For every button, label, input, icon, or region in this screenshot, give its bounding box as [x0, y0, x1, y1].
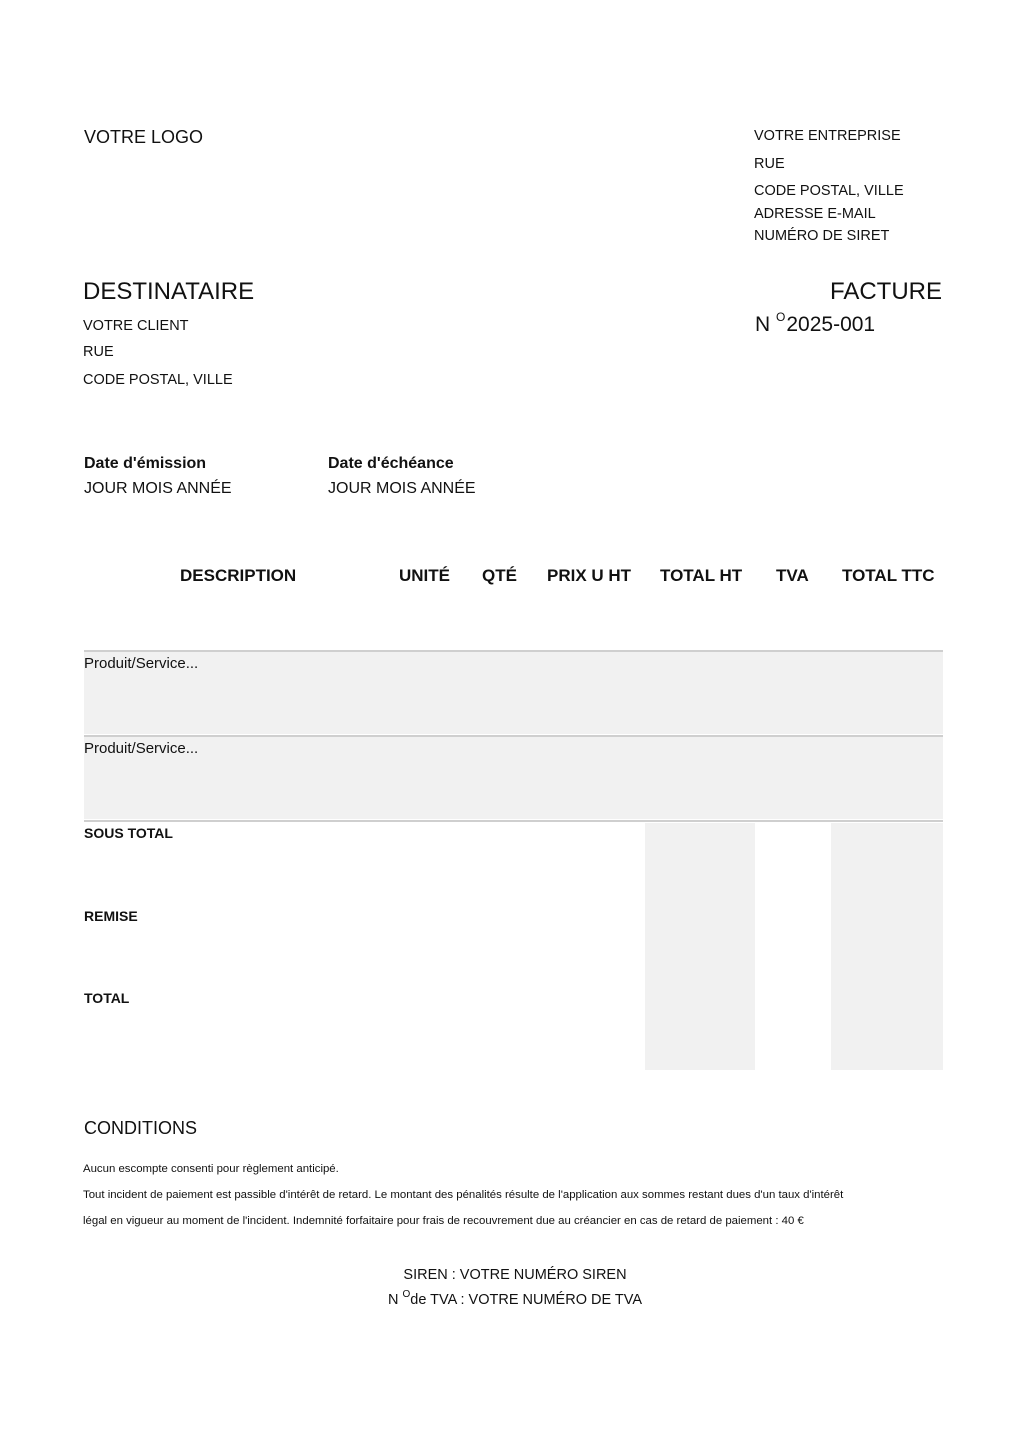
condition-line: Aucun escompte consenti pour règlement anticipé.: [83, 1163, 339, 1175]
header-unit-price: PRIX U HT: [547, 566, 632, 585]
summary-total-ht-column: [645, 823, 755, 1070]
header-description: DESCRIPTION: [180, 566, 297, 585]
condition-line: légal en vigueur au moment de l'incident. Indemnité forfaitaire pour frais de recouvrement due au créancier en cas de retard de paiement : 40 €: [83, 1215, 804, 1227]
conditions-title: CONDITIONS: [84, 1118, 198, 1138]
recipient-title: DESTINATAIRE: [83, 278, 255, 305]
discount-label: REMISE: [84, 908, 138, 924]
company-street: RUE: [754, 156, 785, 172]
company-city: CODE POSTAL, VILLE: [754, 183, 904, 199]
summary-total-ttc-column: [831, 823, 943, 1070]
invoice-number-sup: O: [776, 310, 786, 324]
row-description: Produit/Service...: [84, 655, 199, 672]
header-total-ht: TOTAL HT: [660, 566, 743, 585]
table-row: [84, 735, 943, 819]
footer-tva: [0, 1290, 1024, 1308]
condition-line: Tout incident de paiement est passible d'intérêt de retard. Le montant des pénalités résulte de l'application aux sommes restant dues d'un taux d'intérêt: [83, 1189, 844, 1201]
issue-date-label: Date d'émission: [84, 455, 207, 472]
header-total-ttc: TOTAL TTC: [842, 566, 935, 585]
header-unit: UNITÉ: [399, 566, 450, 585]
footer-tva-prefix: N: [387, 1291, 399, 1308]
invoice-number: [755, 312, 875, 337]
due-date-label: Date d'échéance: [328, 455, 454, 472]
table-row: [84, 650, 943, 734]
footer-tva-sup: O: [402, 1289, 411, 1300]
company-name: VOTRE ENTREPRISE: [754, 128, 901, 144]
row-description: Produit/Service...: [84, 740, 199, 757]
invoice-number-value: 2025-001: [786, 313, 876, 336]
client-city: CODE POSTAL, VILLE: [83, 372, 233, 388]
client-name: VOTRE CLIENT: [83, 318, 189, 334]
company-email: ADRESSE E-MAIL: [754, 206, 876, 222]
invoice-number-prefix: N: [755, 313, 771, 336]
issue-date-value: JOUR MOIS ANNÉE: [84, 480, 232, 497]
header-qty: QTÉ: [482, 566, 517, 585]
footer-siren: SIREN : VOTRE NUMÉRO SIREN: [403, 1267, 627, 1283]
total-label: TOTAL: [84, 990, 130, 1006]
due-date-value: JOUR MOIS ANNÉE: [328, 480, 476, 497]
client-street: RUE: [83, 344, 114, 360]
footer-tva-value: de TVA : VOTRE NUMÉRO DE TVA: [410, 1291, 643, 1308]
company-siret: NUMÉRO DE SIRET: [754, 228, 890, 244]
table-divider: [84, 820, 943, 822]
logo-placeholder: VOTRE LOGO: [84, 127, 204, 147]
header-vat: TVA: [776, 566, 809, 585]
subtotal-label: SOUS TOTAL: [84, 825, 173, 841]
invoice-title: FACTURE: [829, 278, 942, 305]
